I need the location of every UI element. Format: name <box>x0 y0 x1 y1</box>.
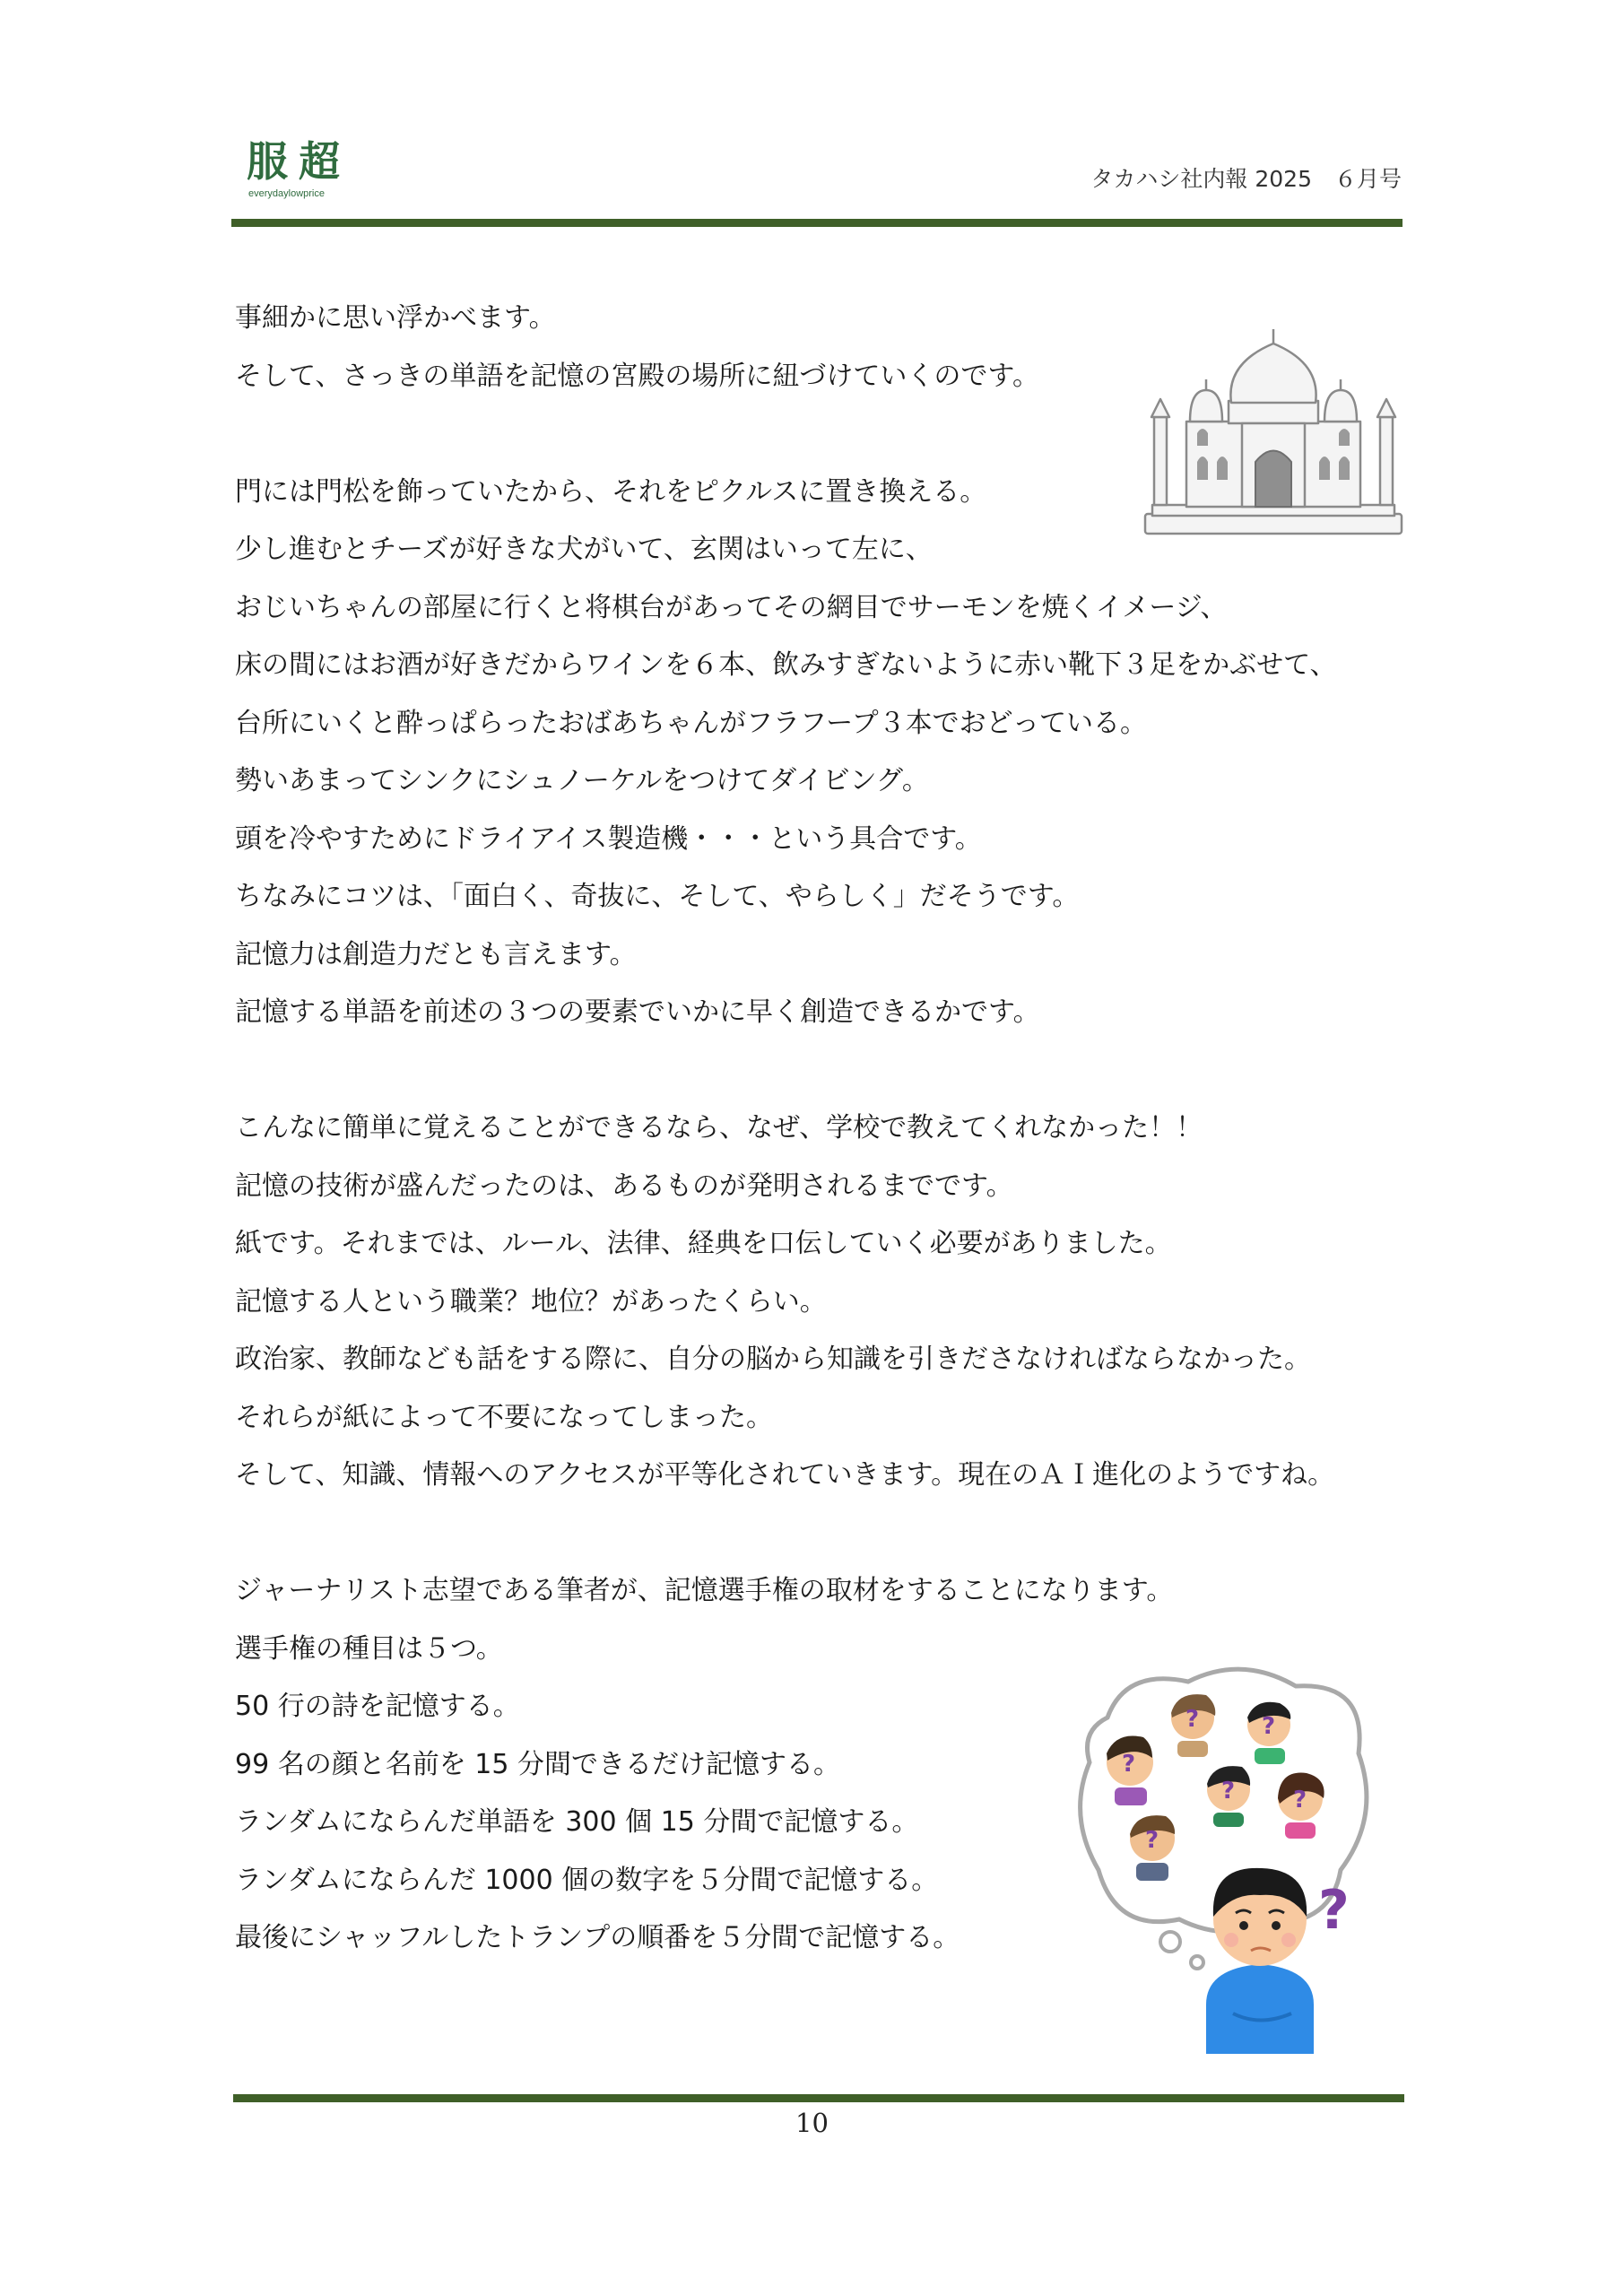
paragraph-line: ランダムにならんだ単語を 300 個 15 分間で記憶する。 <box>235 1806 919 1838</box>
paragraph-line: 最後にシャッフルしたトランプの順番を５分間で記憶する。 <box>235 1922 960 1953</box>
big-question-mark: ? <box>1318 1879 1350 1942</box>
page-number: 10 <box>795 2108 829 2138</box>
taj-mahal-icon <box>1143 327 1403 538</box>
header-divider <box>231 219 1403 227</box>
paragraph-line: 99 名の顔と名前を 15 分間できるだけ記憶する。 <box>235 1748 840 1780</box>
paragraph-line: 事細かに思い浮かべます。 <box>235 302 556 334</box>
logo <box>247 139 345 206</box>
footer-divider <box>233 2094 1404 2102</box>
paragraph-line: こんなに簡単に覚えることができるなら、なぜ、学校で教えてくれなかった！！ <box>235 1112 1203 1144</box>
question-mark: ? <box>1262 1713 1276 1740</box>
paragraph-line: 記憶力は創造力だとも言えます。 <box>235 938 637 970</box>
paragraph-line: ランダムにならんだ 1000 個の数字を５分間で記憶する。 <box>235 1864 939 1896</box>
paragraph-line: 門には門松を飾っていたから、それをピクルスに置き換える。 <box>235 475 987 508</box>
logo-tagline: everydaylowprice <box>248 188 325 199</box>
paragraph-line: 記憶する人という職業？地位？があったくらい。 <box>235 1285 827 1318</box>
paragraph-line: 床の間にはお酒が好きだからワインを６本、飲みすぎないように赤い靴下３足をかぶせて、 <box>235 649 1337 681</box>
paragraph-line: おじいちゃんの部屋に行くと将棋台があってその網目でサーモンを焼くイメージ、 <box>235 591 1228 623</box>
paragraph-line: 頭を冷やすためにドライアイス製造機・・・という具合です。 <box>235 822 982 855</box>
paragraph-line: そして、知識、情報へのアクセスが平等化されていきます。現在のＡＩ進化のようですね。 <box>235 1459 1335 1491</box>
question-mark: ? <box>1185 1706 1200 1733</box>
paragraph-line: 記憶する単語を前述の３つの要素でいかに早く創造できるかです。 <box>235 996 1040 1028</box>
paragraph-line: それらが紙によって不要になってしまった。 <box>235 1401 773 1433</box>
paragraph-line: 政治家、教師なども話をする際に、自分の脳から知識を引きださなければならなかった。 <box>235 1344 1311 1375</box>
paragraph-line: 50 行の詩を記憶する。 <box>235 1691 520 1722</box>
paragraph-line: 紙です。それまでは、ルール、法律、経典を口伝していく必要がありました。 <box>235 1228 1172 1259</box>
paragraph-line: ちなみにコツは、「面白く、奇抜に、そして、やらしく」だそうです。 <box>235 881 1080 912</box>
paragraph-line: 台所にいくと酔っぱらったおばあちゃんがフラフープ３本でおどっている。 <box>235 707 1147 739</box>
paragraph-line: そして、さっきの単語を記憶の宮殿の場所に紐づけていくのです。 <box>235 360 1039 392</box>
blank-line <box>235 1505 1410 1563</box>
paragraph-line: 勢いあまってシンクにシュノーケルをつけてダイビング。 <box>235 765 929 796</box>
blank-line <box>235 1042 1410 1100</box>
paragraph-line: 少し進むとチーズが好きな犬がいて、玄関はいって左に、 <box>235 534 933 565</box>
confused-man-thinking-of-faces-icon <box>1072 1664 1376 2054</box>
paragraph-line: ジャーナリスト志望である筆者が、記憶選手権の取材をすることになります。 <box>235 1575 1174 1606</box>
paragraph-line: 選手権の種目は５つ。 <box>235 1632 503 1665</box>
paragraph-line: 記憶の技術が盛んだったのは、あるものが発明されるまでです。 <box>235 1170 1013 1202</box>
question-mark: ? <box>1221 1778 1236 1805</box>
question-mark: ? <box>1293 1787 1307 1813</box>
question-mark: ? <box>1122 1751 1136 1778</box>
publication-title: タカハシ社内報 2025 ６月号 <box>1090 166 1402 192</box>
question-mark: ? <box>1145 1827 1159 1854</box>
logo-mark: 服 超 <box>247 137 339 186</box>
